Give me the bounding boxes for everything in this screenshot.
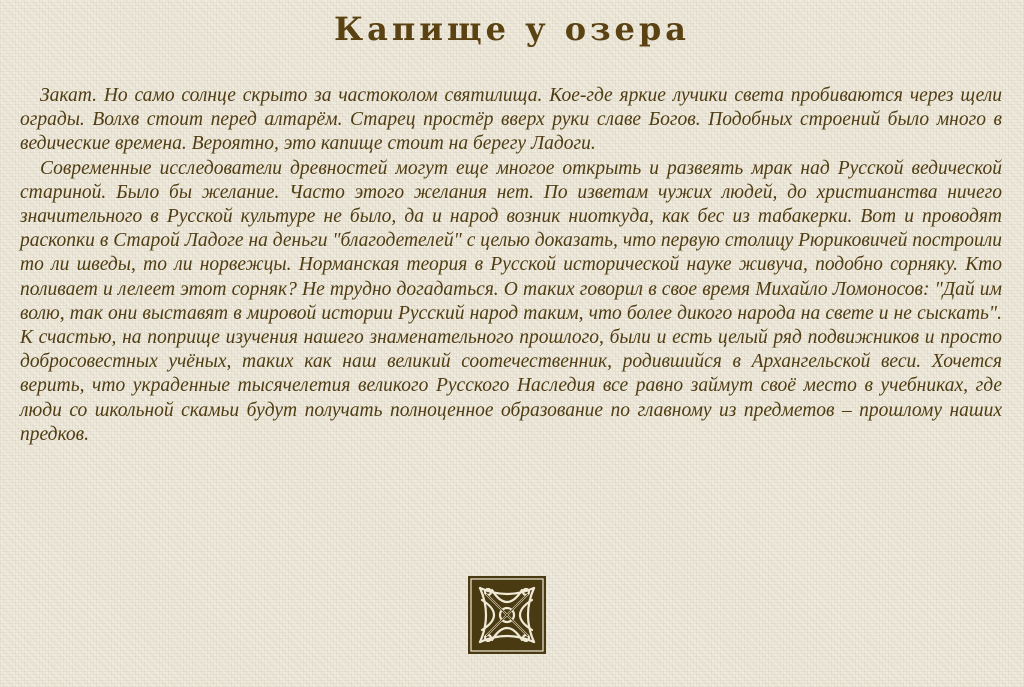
celtic-knot-icon [468, 576, 546, 654]
paragraph-2: Современные исследователи древностей могут еще многое открыть и развеять мрак над Русской ведической стариной. Было бы желание. Часто этого желания нет. По изветам чужих людей, до христианства ничего значительного в Русской культуре не было, да и народ возник ниоткуда, как бес из табакерки. Вот и проводят раскопки в Старой Ладоге на деньги "благодетелей" с целью доказать, что первую столицу Рюриковичей построили то ли шведы, то ли норвежцы. Норманская теория в Русской исторической науке живуча, подобно сорняку. Кто поливает и лелеет этот сорняк? Не трудно догадаться. О таких говорил в свое время Михайло Ломоносов: "Дай им волю, так они выставят в мировой истории Русский народ таким, что более дикого народа на свете и не сыскать". К счастью, на поприще изучения нашего знаменательного прошлого, были и есть целый ряд подвижников и просто добросовестных учёных, таких как наш великий соотечественник, родившийся в Архангельской веси. Хочется верить, что украденные тысячелетия великого Русского Наследия все равно займут своё место в учебниках, где люди со школьной скамьи будут получать полноценное образование по главному из предметов – прошлому наших предков. [20, 157, 1002, 445]
paragraph-1: Закат. Но само солнце скрыто за частоколом святилища. Кое-где яркие лучики света пробиваются через щели ограды. Волхв стоит перед алтарём. Старец простёр вверх руки славе Богов. Подобных строений было много в ведические времена. Вероятно, это капище стоит на берегу Ладоги. [20, 85, 1002, 155]
article-body [20, 84, 1002, 447]
page-title: Капище у озера [334, 10, 690, 48]
